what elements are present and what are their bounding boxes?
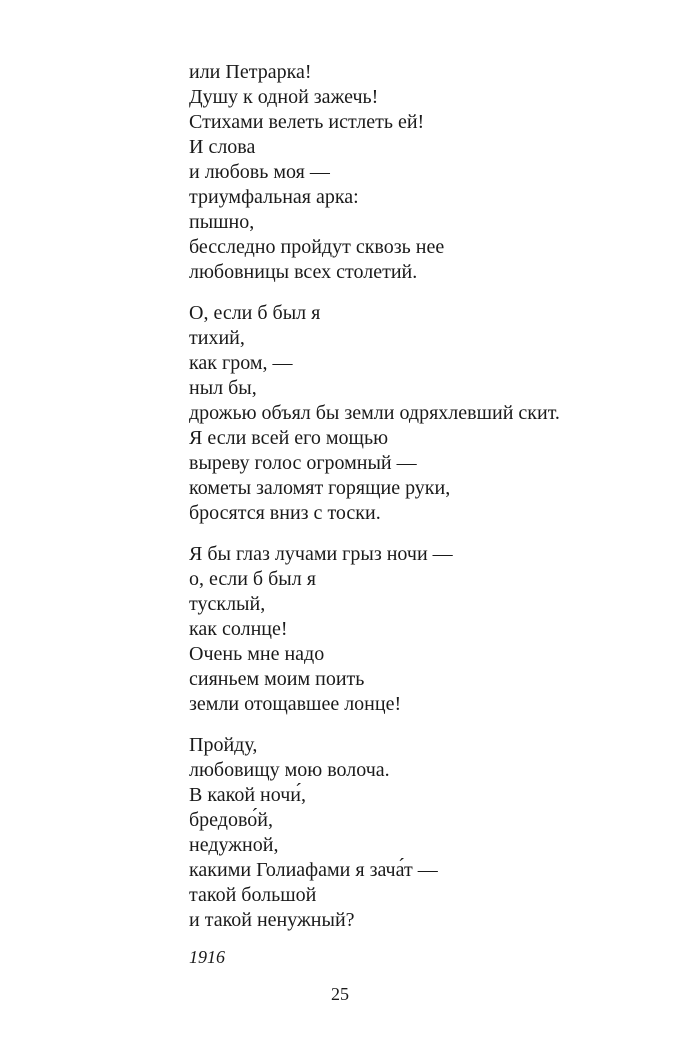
poem-line: любовищу мою волоча. [189,759,390,781]
poem-line: сияньем моим поить [189,668,365,690]
poem-line: Очень мне надо [189,643,325,665]
poem-line: И слова [189,136,256,158]
poem-date: 1916 [189,947,225,967]
stanza-2 [189,301,659,526]
poem-line: недужной, [189,834,279,856]
poem-line: Я если всей его мощью [189,427,389,449]
poem-line: Пройду, [189,734,258,756]
poem-line: тусклый, [189,593,266,615]
poem-line: или Петрарка! [189,61,312,83]
stanza-1 [189,60,659,285]
poem-line: В какой ночи́, [189,784,306,806]
poem-line: Стихами велеть истлеть ей! [189,111,425,133]
stanza-3 [189,542,659,717]
poem-line: тихий, [189,327,245,349]
poem-line: как гром, — [189,352,293,374]
poem-line: как солнце! [189,618,288,640]
poem-text [189,60,659,969]
poem-line: пышно, [189,211,255,233]
poem-line: дрожью объял бы земли одряхлевший скит. [189,402,560,424]
poem-line: земли отощавшее лонце! [189,693,402,715]
poem-line: любовницы всех столетий. [189,261,418,283]
poem-line: кометы заломят горящие руки, [189,477,451,499]
poem-line: о, если б был я [189,568,316,590]
poem-line: такой большой [189,884,317,906]
poem-line: Я бы глаз лучами грыз ночи — [189,543,453,565]
poem-line: бросятся вниз с тоски. [189,502,381,524]
page-number: 25 [331,984,349,1004]
poem-line: какими Голиафами я зача́т — [189,859,438,881]
poem-line: и любовь моя — [189,161,330,183]
poem-line: триумфальная арка: [189,186,359,208]
stanza-4 [189,733,659,933]
poem-line: Душу к одной зажечь! [189,86,379,108]
poem-line: и такой ненужный? [189,909,355,931]
poem-line: бесследно пройдут сквозь нее [189,236,445,258]
poem-line: ныл бы, [189,377,257,399]
poem-line: выреву голос огромный — [189,452,417,474]
poem-line: бредово́й, [189,809,273,831]
poem-line: О, если б был я [189,302,321,324]
